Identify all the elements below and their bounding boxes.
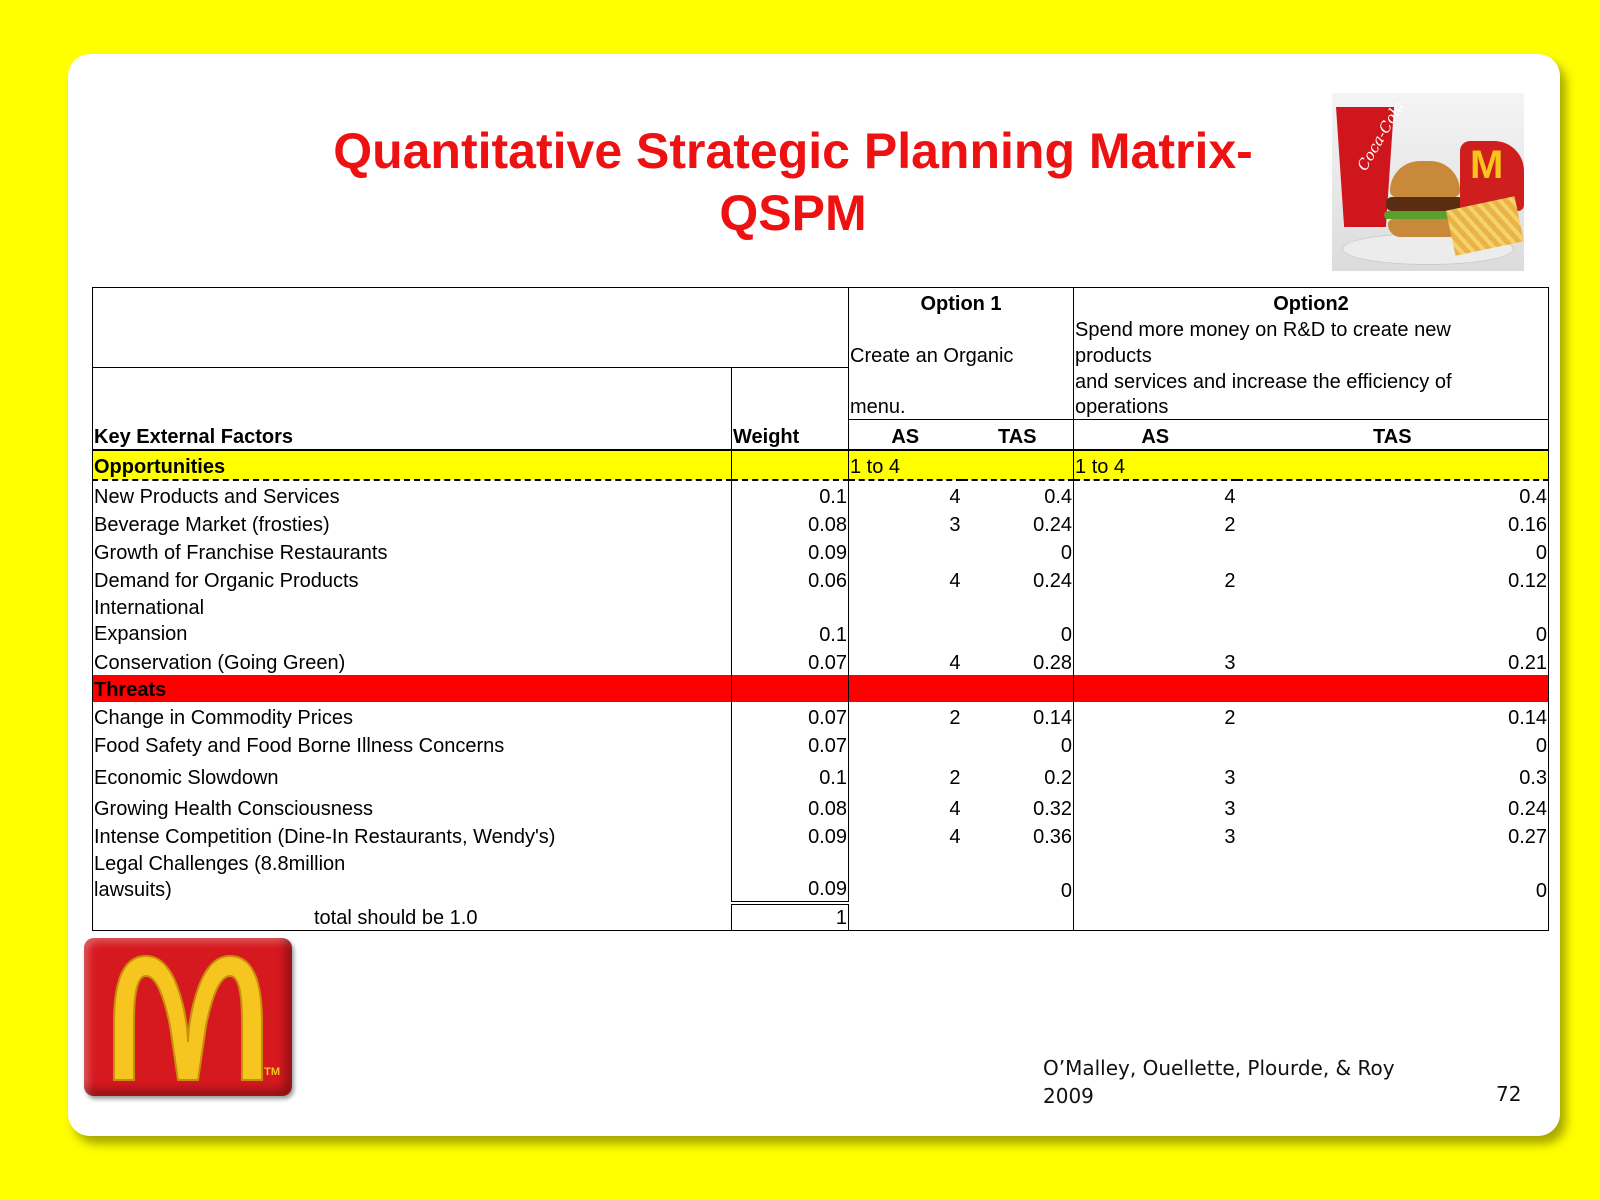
fries-box-arches: M	[1470, 143, 1504, 187]
col-header-as1: AS	[849, 420, 962, 450]
table-row: Growth of Franchise Restaurants 0.09 0 0	[93, 537, 1549, 565]
table-row: International Expansion 0.1 0 0	[93, 593, 1549, 647]
table-row: Beverage Market (frosties) 0.08 3 0.24 2 0.16	[93, 509, 1549, 537]
total-label: total should be 1.0	[93, 903, 732, 931]
mcdonalds-logo	[84, 938, 292, 1096]
table-row: Economic Slowdown 0.1 2 0.2 3 0.3	[93, 758, 1549, 790]
golden-arches-icon	[106, 952, 270, 1082]
option2-desc-3: and services and increase the efficiency of	[1074, 368, 1549, 394]
burger-bun-top	[1390, 161, 1460, 197]
option1-scale: 1 to 4	[849, 450, 962, 480]
table-row: Demand for Organic Products 0.06 4 0.24 2 0.12	[93, 565, 1549, 593]
table-row: New Products and Services 0.1 4 0.4 4 0.4	[93, 480, 1549, 509]
opportunities-label: Opportunities	[93, 450, 732, 480]
qspm-table	[92, 287, 1549, 931]
page-number: 72	[1496, 1082, 1522, 1106]
col-header-tas1: TAS	[962, 420, 1074, 450]
option2-desc-2: products	[1074, 342, 1549, 368]
col-header-tas2: TAS	[1237, 420, 1549, 450]
citation-year: 2009	[1043, 1084, 1094, 1108]
col-header-weight: Weight	[732, 420, 849, 450]
citation-authors: O’Malley, Ouellette, Plourde, & Roy	[1043, 1056, 1395, 1080]
total-value: 1	[732, 903, 849, 931]
table-row: Intense Competition (Dine-In Restaurants, Wendy's) 0.09 4 0.36 3 0.27	[93, 821, 1549, 849]
trademark-mark: TM	[264, 1066, 280, 1078]
table-row: Growing Health Consciousness 0.08 4 0.32 3 0.24	[93, 790, 1549, 821]
title-line-2: QSPM	[719, 185, 867, 241]
title-line-1: Quantitative Strategic Planning Matrix-	[333, 123, 1253, 179]
slide	[68, 54, 1560, 1136]
table-row: Food Safety and Food Borne Illness Concerns 0.07 0 0	[93, 730, 1549, 758]
total-row	[93, 903, 1549, 931]
food-image	[1332, 93, 1524, 271]
threats-label: Threats	[93, 675, 732, 702]
option2-header: Option2	[1074, 288, 1549, 316]
citation	[1043, 1054, 1395, 1110]
option2-desc-4: operations	[1074, 394, 1549, 420]
option2-scale: 1 to 4	[1074, 450, 1237, 480]
option1-desc-1: Create an Organic	[849, 342, 1074, 368]
option1-desc-2: menu.	[849, 394, 1074, 420]
slide-title	[218, 120, 1368, 244]
option2-desc-1: Spend more money on R&D to create new	[1074, 316, 1549, 342]
threats-row	[93, 675, 1549, 702]
table-row: Change in Commodity Prices 0.07 2 0.14 2 0.14	[93, 702, 1549, 730]
opportunities-row	[93, 450, 1549, 480]
col-header-factors: Key External Factors	[93, 420, 732, 450]
option1-header: Option 1	[849, 288, 1074, 316]
cup-brand-text: Coca-Cola	[1353, 98, 1408, 174]
table-row: Conservation (Going Green) 0.07 4 0.28 3 0.21	[93, 647, 1549, 675]
table-row: Legal Challenges (8.8million lawsuits) 0.09 0 0	[93, 849, 1549, 903]
col-header-as2: AS	[1074, 420, 1237, 450]
